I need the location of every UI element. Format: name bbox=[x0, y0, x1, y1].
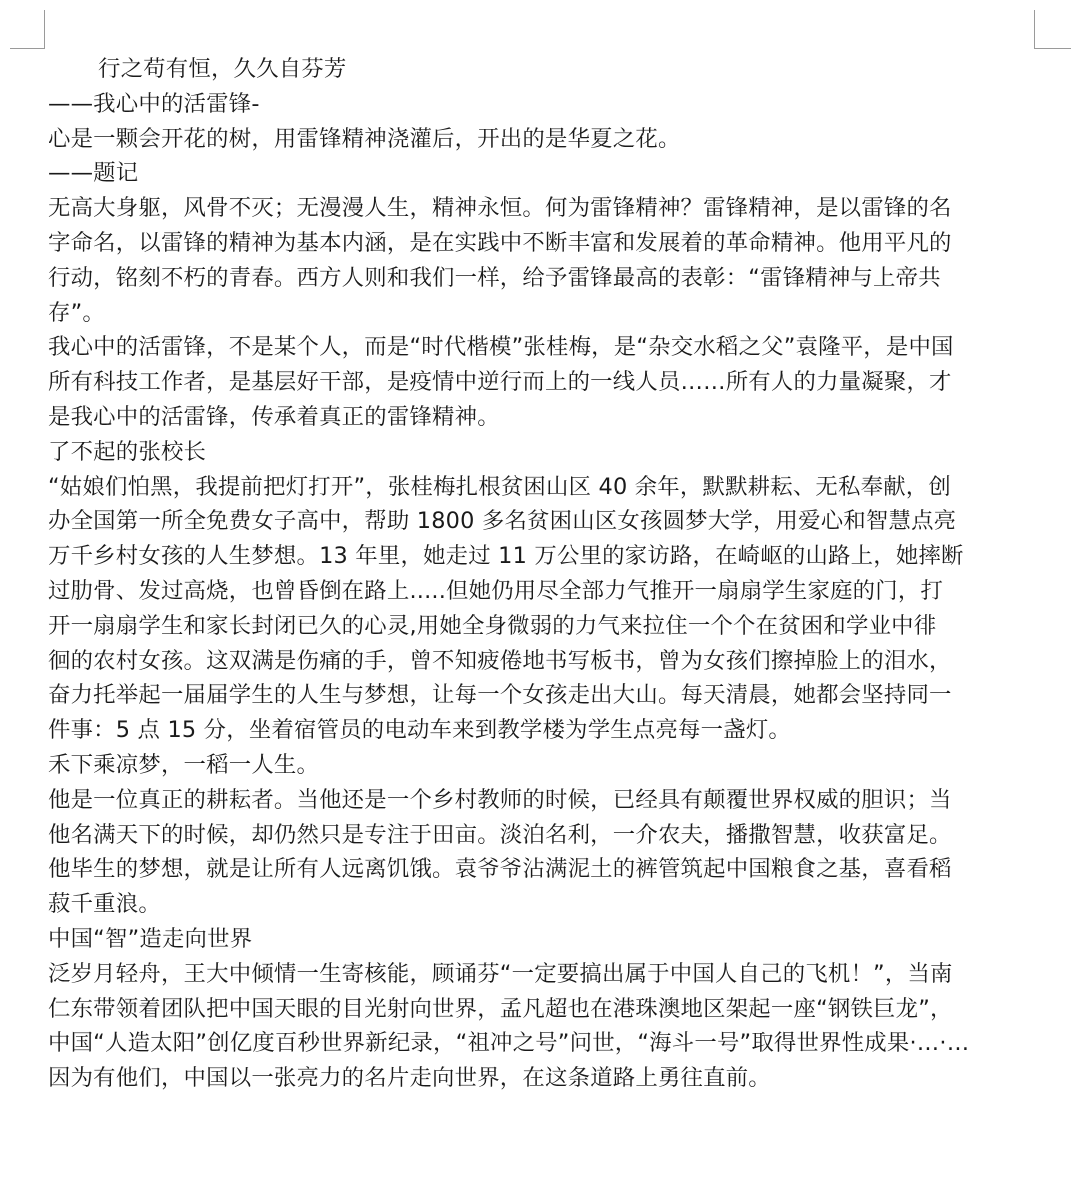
paragraph-line: 所有科技工作者，是基层好干部，是疫情中逆行而上的一线人员……所有人的力量凝聚，才 bbox=[48, 369, 952, 396]
paragraph-line: 是我心中的活雷锋，传承着真正的雷锋精神。 bbox=[48, 403, 500, 430]
paragraph-line: 仁东带领着团队把中国天眼的目光射向世界，孟凡超也在港珠澳地区架起一座“钢铁巨龙”， bbox=[48, 995, 953, 1022]
epigraph-line: 心是一颗会开花的树，用雷锋精神浇灌后，开出的是华夏之花。 bbox=[48, 125, 681, 152]
paragraph-line: “姑娘们怕黑，我提前把灯打开”，张桂梅扎根贫困山区 40 余年，默默耕耘、无私奉献，创 bbox=[48, 473, 951, 500]
paragraph-line: 他是一位真正的耕耘者。当他还是一个乡村教师的时候，已经具有颠覆世界权威的胆识；当 bbox=[48, 786, 952, 813]
epigraph-attribution: ——题记 bbox=[48, 160, 139, 187]
crop-mark-top-left bbox=[10, 10, 45, 49]
paragraph-line: 徊的农村女孩。这双满是伤痛的手，曾不知疲倦地书写板书，曾为女孩们擦掉脸上的泪水， bbox=[48, 647, 952, 674]
paragraph-line: 字命名，以雷锋的精神为基本内涵，是在实践中不断丰富和发展着的革命精神。他用平凡的 bbox=[48, 229, 952, 256]
crop-mark-top-right bbox=[1034, 10, 1071, 49]
subtitle-line: ——我心中的活雷锋- bbox=[48, 90, 260, 117]
document-title: 行之苟有恒，久久自芬芳 bbox=[98, 56, 347, 82]
paragraph-line: 他毕生的梦想，就是让所有人远离饥饿。袁爷爷沾满泥土的裤管筑起中国粮食之基，喜看稻 bbox=[48, 856, 952, 883]
section-heading: 禾下乘凉梦，一稻一人生。 bbox=[48, 751, 320, 778]
paragraph-line: 件事：5 点 15 分，坐着宿管员的电动车来到教学楼为学生点亮每一盏灯。 bbox=[48, 717, 792, 744]
document-body bbox=[48, 52, 1038, 1096]
paragraph-line: 办全国第一所全免费女子高中，帮助 1800 多名贫困山区女孩圆梦大学，用爱心和智慧点亮 bbox=[48, 508, 957, 535]
paragraph-line: 存”。 bbox=[48, 299, 105, 326]
paragraph-line: 过肋骨、发过高烧，也曾昏倒在路上.....但她仍用尽全部力气推开一扇扇学生家庭的门，打 bbox=[48, 577, 944, 604]
paragraph-line: 奋力托举起一届届学生的人生与梦想，让每一个女孩走出大山。每天清晨，她都会坚持同一 bbox=[48, 682, 952, 709]
paragraph-line: 菽千重浪。 bbox=[48, 891, 161, 918]
paragraph-line: 泛岁月轻舟，王大中倾情一生寄核能，顾诵芬“一定要搞出属于中国人自己的飞机！”，当南 bbox=[48, 960, 953, 987]
paragraph-line: 因为有他们，中国以一张亮力的名片走向世界，在这条道路上勇往直前。 bbox=[48, 1065, 771, 1092]
paragraph-line: 他名满天下的时候，却仍然只是专注于田亩。淡泊名利，一介农夫，播撒智慧，收获富足。 bbox=[48, 821, 952, 848]
paragraph-line: 我心中的活雷锋，不是某个人，而是“时代楷模”张桂梅，是“杂交水稻之父”袁隆平，是中国 bbox=[48, 334, 954, 361]
paragraph-line: 万千乡村女孩的人生梦想。13 年里，她走过 11 万公里的家访路，在崎岖的山路上，她摔断 bbox=[48, 543, 964, 570]
paragraph-line: 无高大身躯，风骨不灭；无漫漫人生，精神永恒。何为雷锋精神？雷锋精神，是以雷锋的名 bbox=[48, 195, 952, 222]
section-heading: 中国“智”造走向世界 bbox=[48, 925, 253, 952]
paragraph-line: 开一扇扇学生和家长封闭已久的心灵,用她全身微弱的力气来拉住一个个在贫困和学业中徘 bbox=[48, 612, 937, 639]
section-heading: 了不起的张校长 bbox=[48, 438, 207, 465]
paragraph-line: 行动，铭刻不朽的青春。西方人则和我们一样，给予雷锋最高的表彰：“雷锋精神与上帝共 bbox=[48, 264, 941, 291]
paragraph-line: 中国“人造太阳”创亿度百秒世界新纪录，“祖冲之号”问世，“海斗一号”取得世界性成果·…·… bbox=[48, 1030, 970, 1057]
